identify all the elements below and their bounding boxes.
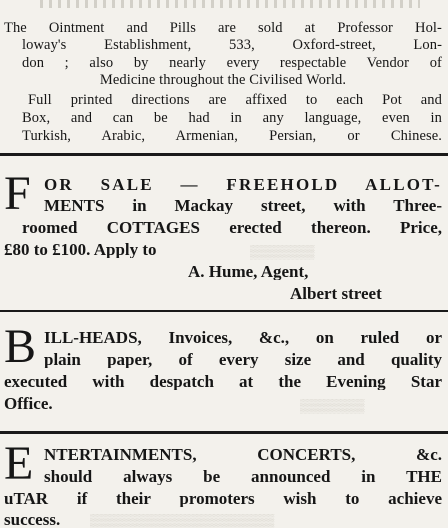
bleed-through-ghost-text-3: ▒▒▒▒▒▒▒▒▒▒▒▒▒▒▒▒▒▒▒▒ bbox=[90, 513, 275, 528]
sale-line-2: MENTS in Mackay street, with Three- bbox=[44, 197, 442, 214]
sale-line-4: £80 to £100. Apply to bbox=[4, 241, 157, 258]
sale-line-1: OR SALE — FREEHOLD ALLOT- bbox=[44, 176, 442, 193]
entertainments-line-2: should always be announced in THE bbox=[44, 468, 442, 485]
bleed-through-texture bbox=[40, 0, 420, 8]
billheads-line-2: plain paper, of every size and quality bbox=[44, 351, 442, 368]
sale-agent: A. Hume, Agent, bbox=[188, 263, 309, 280]
column-rule-1 bbox=[0, 153, 448, 156]
billheads-drop-cap: B bbox=[4, 320, 37, 373]
billheads-line-1: ILL-HEADS, Invoices, &c., on ruled or bbox=[44, 329, 442, 346]
column-rule-2 bbox=[0, 310, 448, 312]
entertainments-drop-cap: E bbox=[4, 437, 34, 490]
pills-notice-line-1: The Ointment and Pills are sold at Professor Hol- bbox=[4, 21, 442, 36]
sale-drop-cap: F bbox=[4, 167, 31, 220]
billheads-line-4: Office. bbox=[4, 395, 53, 412]
pills-notice-line-3: don ; also by nearly every respectable Vendor of bbox=[22, 56, 442, 71]
column-rule-3 bbox=[0, 431, 448, 434]
pills-notice-line-4: Medicine throughout the Civilised World. bbox=[99, 73, 347, 88]
sale-address: Albert street bbox=[290, 285, 382, 302]
bleed-through-ghost-text-2: ▒▒▒▒▒▒▒ bbox=[300, 398, 365, 413]
pills-notice-line-2: loway's Establishment, 533, Oxford-street, Lon- bbox=[22, 38, 442, 53]
sale-line-3: roomed COTTAGES erected thereon. Price, bbox=[22, 219, 442, 236]
entertainments-line-1: NTERTAINMENTS, CONCERTS, &c. bbox=[44, 446, 442, 463]
pills-notice-line-6: Box, and can be had in any language, even in bbox=[22, 111, 442, 126]
billheads-line-3: executed with despatch at the Evening Star bbox=[4, 373, 442, 390]
entertainments-line-3: uTAR if their promoters wish to achieve bbox=[4, 490, 442, 507]
pills-notice-line-5: Full printed directions are affixed to each Pot and bbox=[28, 93, 442, 108]
bleed-through-ghost-text: ▒▒▒▒▒▒▒ bbox=[250, 244, 315, 259]
entertainments-line-4: success. bbox=[4, 511, 61, 528]
pills-notice-line-7: Turkish, Arabic, Armenian, Persian, or Chinese. bbox=[22, 129, 442, 144]
